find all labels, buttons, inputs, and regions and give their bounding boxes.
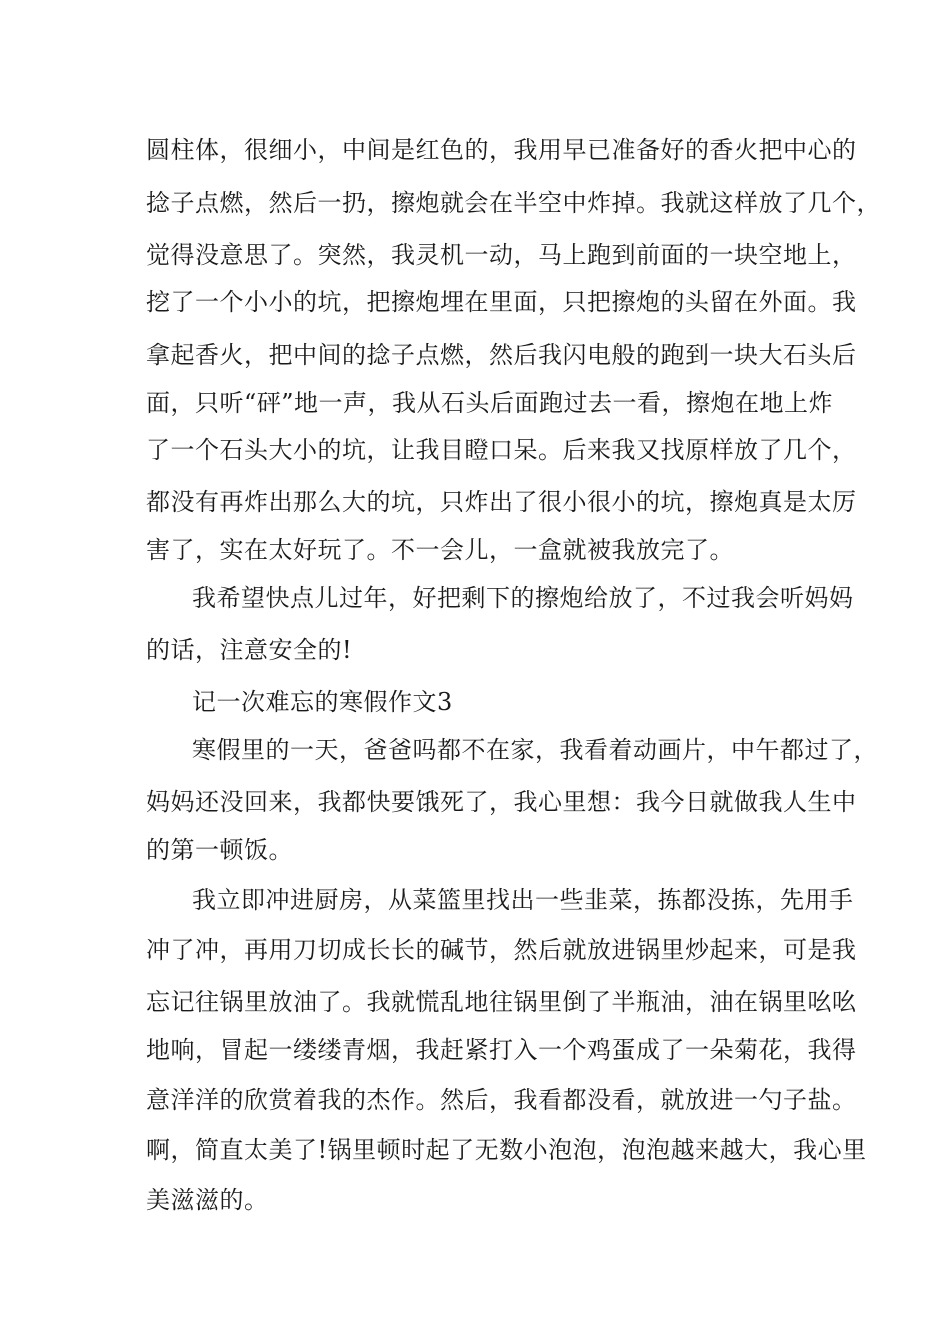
paragraph-first-line: 我希望快点儿过年，好把剩下的擦炮给放了，不过我会听妈妈 xyxy=(192,584,854,612)
text-line: 地响，冒起一缕缕青烟，我赶紧打入一个鸡蛋成了一朵菊花，我得 xyxy=(146,1036,857,1064)
text-line: 冲了冲，再用刀切成长长的碱节，然后就放进锅里炒起来，可是我 xyxy=(146,936,857,964)
section-heading: 记一次难忘的寒假作文3 xyxy=(192,688,453,716)
paragraph-first-line: 我立即冲进厨房，从菜篮里找出一些韭菜，拣都没拣，先用手 xyxy=(192,886,854,914)
text-line: 的话，注意安全的! xyxy=(146,636,353,664)
text-line: 啊，简直太美了!锅里顿时起了无数小泡泡，泡泡越来越大，我心里 xyxy=(146,1136,867,1164)
text-line: 面，只听“砰”地一声，我从石头后面跑过去一看，擦炮在地上炸 xyxy=(146,389,834,417)
paragraph-first-line: 寒假里的一天，爸爸吗都不在家，我看着动画片，中午都过了， xyxy=(192,736,878,764)
text-line: 忘记往锅里放油了。我就慌乱地往锅里倒了半瓶油，油在锅里吆吆 xyxy=(146,988,857,1016)
text-line: 了一个石头大小的坑，让我目瞪口呆。后来我又找原样放了几个， xyxy=(146,436,857,464)
text-line: 圆柱体，很细小，中间是红色的，我用早已准备好的香火把中心的 xyxy=(146,136,857,164)
text-line: 捻子点燃，然后一扔，擦炮就会在半空中炸掉。我就这样放了几个， xyxy=(146,189,881,217)
text-line: 挖了一个小小的坑，把擦炮埋在里面，只把擦炮的头留在外面。我 xyxy=(146,288,857,316)
text-line: 拿起香火，把中间的捻子点燃，然后我闪电般的跑到一块大石头后 xyxy=(146,341,857,369)
text-line: 意洋洋的欣赏着我的杰作。然后，我看都没看，就放进一勺子盐。 xyxy=(146,1086,857,1114)
text-line: 的第一顿饭。 xyxy=(146,836,293,864)
text-line: 觉得没意思了。突然，我灵机一动，马上跑到前面的一块空地上， xyxy=(146,241,857,269)
text-line: 美滋滋的。 xyxy=(146,1186,269,1214)
text-line: 都没有再炸出那么大的坑，只炸出了很小很小的坑，擦炮真是太厉 xyxy=(146,488,857,516)
text-line: 害了，实在太好玩了。不一会儿，一盒就被我放完了。 xyxy=(146,536,734,564)
text-line: 妈妈还没回来，我都快要饿死了，我心里想：我今日就做我人生中 xyxy=(146,788,857,816)
